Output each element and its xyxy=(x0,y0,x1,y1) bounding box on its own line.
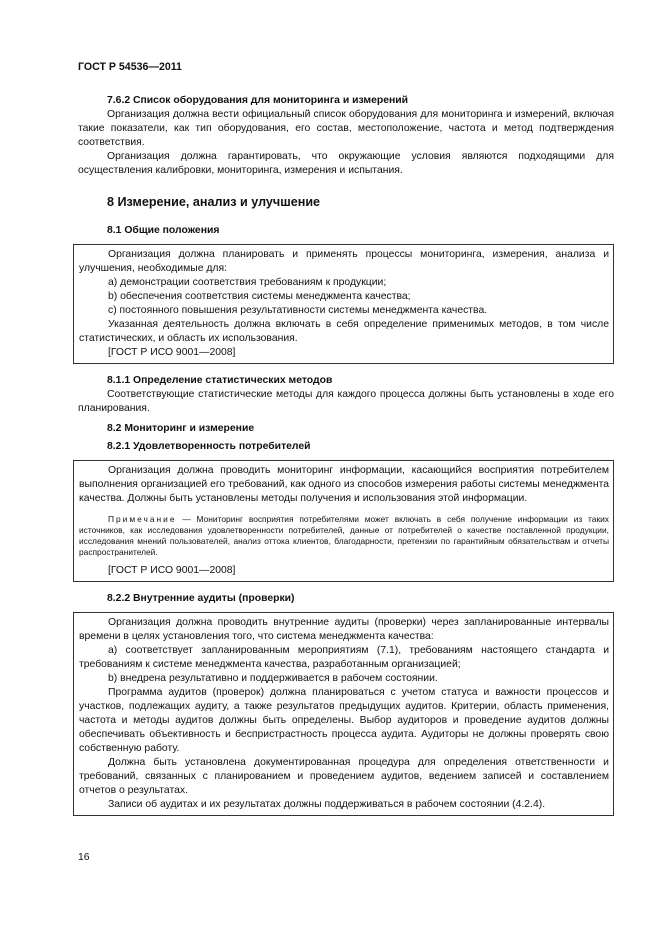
section-7-6-2-heading: 7.6.2 Список оборудования для мониторинга и измерений xyxy=(107,95,409,106)
reference: [ГОСТ Р ИСО 9001—2008] xyxy=(108,565,236,576)
document-page xyxy=(78,60,614,816)
note xyxy=(79,514,609,558)
paragraph: Организация должна вести официальный список оборудования для мониторинга и измерений, включая такие показатели, как тип оборудования, его состав, местоположение, частота и метод подтверждения соответствия. xyxy=(78,109,614,148)
section-8-2-2-heading: 8.2.2 Внутренние аудиты (проверки) xyxy=(107,593,295,604)
list-item: a) соответствует запланированным мероприятиям (7.1), требованиям настоящего стандарта и требованиям к системе менеджмента качества, разработанным организацией; xyxy=(79,645,609,670)
section-8-1-heading: 8.1 Общие положения xyxy=(107,225,220,236)
quoted-standard-box xyxy=(73,244,614,364)
paragraph: Записи об аудитах и их результатах должны поддерживаться в рабочем состоянии (4.2.4). xyxy=(108,799,546,810)
paragraph: Должна быть установлена документированная процедура для определения ответственности и требований, связанных с планированием и проведением аудитов, ведением записей и составлением отчетов о результатах. xyxy=(79,757,609,796)
paragraph: Организация должна проводить внутренние аудиты (проверки) через запланированные интервалы времени в целях установления того, что система менеджмента качества: xyxy=(79,617,609,642)
reference: [ГОСТ Р ИСО 9001—2008] xyxy=(108,347,236,358)
list-item: c) постоянного повышения результативности системы менеджмента качества. xyxy=(108,305,488,316)
paragraph: Организация должна планировать и применять процессы мониторинга, измерения, анализа и улучшения, необходимые для: xyxy=(79,249,609,274)
section-8-2-heading: 8.2 Мониторинг и измерение xyxy=(107,423,255,434)
quoted-standard-box xyxy=(73,612,614,816)
note-text: — Мониторинг восприятия потребителями может включать в себя получение информации из таких источников, как исследования удовлетворенности потребителей, данные от потребителей о качестве поставленной продукции, исследования мнений пользователей, анализ оттока клиентов, благодарности, претензии по гарантийным обязательствам и отчеты распространителей. xyxy=(79,514,609,557)
paragraph: Указанная деятельность должна включать в себя определение применимых методов, в том числе статистических, и область их использования. xyxy=(79,319,609,344)
paragraph: Организация должна проводить мониторинг информации, касающийся восприятия потребителем выполнения организацией его требований, как одного из способов измерения работы системы менеджмента качества. Должны быть установлены методы получения и использования этой информации. xyxy=(79,465,609,504)
page-number: 16 xyxy=(78,852,90,863)
list-item: a) демонстрации соответствия требованиям к продукции; xyxy=(108,277,387,288)
paragraph: Соответствующие статистические методы для каждого процесса должны быть установлены в ходе его планирования. xyxy=(78,389,614,414)
note-label: Примечание xyxy=(108,514,177,524)
quoted-standard-box xyxy=(73,460,614,582)
standard-header: ГОСТ Р 54536—2011 xyxy=(78,61,182,73)
paragraph: Организация должна гарантировать, что окружающие условия являются подходящими для осуществления калибровки, мониторинга, измерения и испытания. xyxy=(78,151,614,176)
list-item: b) внедрена результативно и поддерживается в рабочем состоянии. xyxy=(108,673,438,684)
paragraph: Программа аудитов (проверок) должна планироваться с учетом статуса и важности процессов и участков, подлежащих аудиту, а также результатов предыдущих аудитов. Критерии, область применения, частота и методы аудитов должны быть определены. Выбор аудиторов и проведение аудитов должны обеспечивать объективность и беспристрастность процесса аудита. Аудиторы не должны проверять свою собственную работу. xyxy=(79,687,609,754)
section-8-2-1-heading: 8.2.1 Удовлетворенность потребителей xyxy=(107,441,311,452)
list-item: b) обеспечения соответствия системы менеджмента качества; xyxy=(108,291,411,302)
section-8-1-1-heading: 8.1.1 Определение статистических методов xyxy=(107,375,333,386)
section-8-heading: 8 Измерение, анализ и улучшение xyxy=(107,195,321,209)
